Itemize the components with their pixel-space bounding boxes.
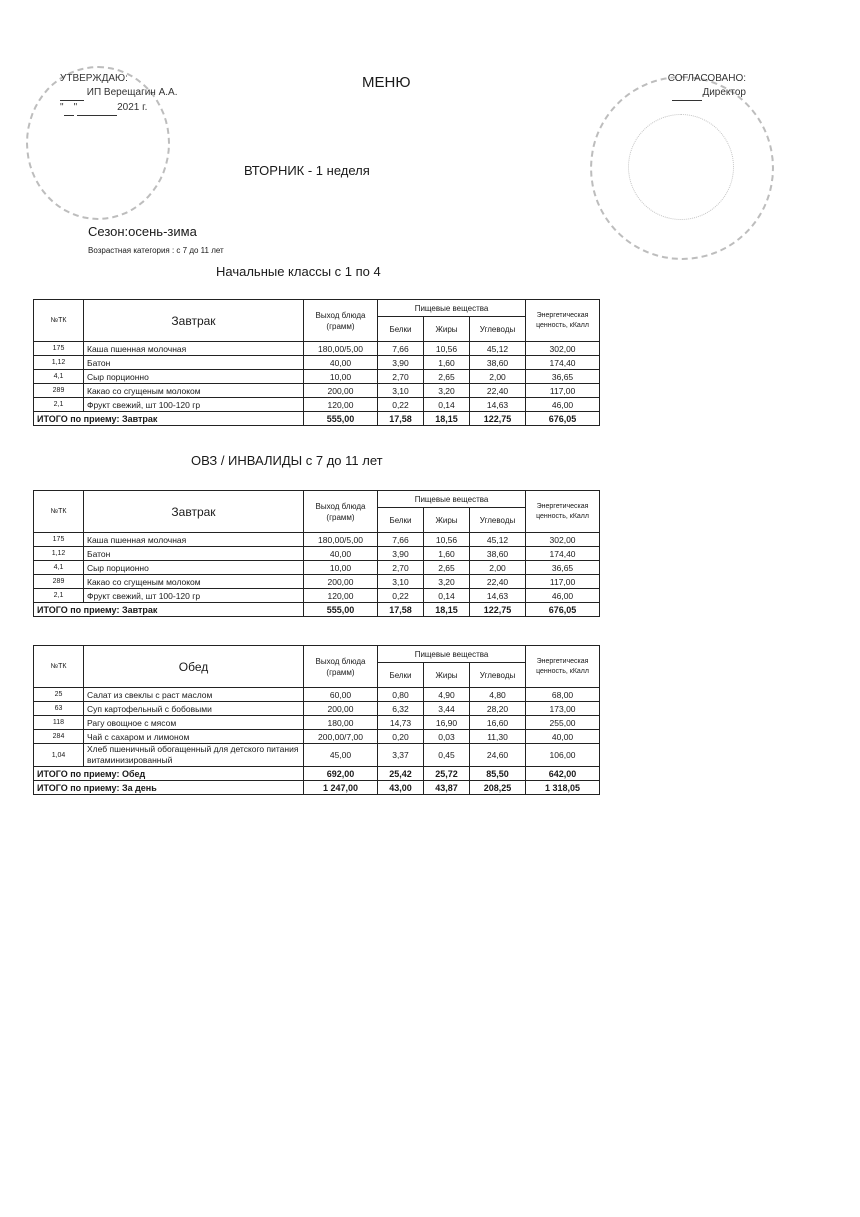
- cell-dish-name: Фрукт свежий, шт 100-120 гр: [84, 398, 304, 412]
- col-header-code: №ТК: [34, 646, 84, 688]
- cell-dish-name: Суп картофельный с бобовыми: [84, 702, 304, 716]
- day-total-row-yield: 1 247,00: [304, 781, 378, 795]
- cell-dish-name: Каша пшенная молочная: [84, 342, 304, 356]
- section2-title: ОВЗ / ИНВАЛИДЫ с 7 до 11 лет: [191, 453, 383, 468]
- cell-dish-name: Фрукт свежий, шт 100-120 гр: [84, 589, 304, 603]
- total-row-fat: 25,72: [424, 767, 470, 781]
- cell-protein: 3,90: [378, 356, 424, 370]
- day-total-row-fat: 43,87: [424, 781, 470, 795]
- cell-yield: 200,00: [304, 575, 378, 589]
- cell-protein: 0,80: [378, 688, 424, 702]
- col-header-yield: Выход блюда (грамм): [304, 300, 378, 342]
- cell-dish-name: Рагу овощное с мясом: [84, 716, 304, 730]
- col-header-fat: Жиры: [424, 317, 470, 342]
- table-row: [34, 370, 600, 384]
- cell-energy: 117,00: [526, 384, 600, 398]
- cell-yield: 10,00: [304, 561, 378, 575]
- cell-carbs: 28,20: [470, 702, 526, 716]
- cell-carbs: 45,12: [470, 342, 526, 356]
- table-row: [34, 688, 600, 702]
- day-total-row-label: ИТОГО по приему: За день: [34, 781, 304, 795]
- cell-fat: 1,60: [424, 356, 470, 370]
- total-row: [34, 412, 600, 426]
- breakfast-table-primary: [33, 299, 600, 426]
- cell-yield: 40,00: [304, 356, 378, 370]
- cell-energy: 36,65: [526, 370, 600, 384]
- cell-code: 118: [34, 716, 84, 730]
- cell-yield: 180,00: [304, 716, 378, 730]
- table-row: [34, 398, 600, 412]
- day-total-row: [34, 781, 600, 795]
- table-row: [34, 384, 600, 398]
- cell-protein: 6,32: [378, 702, 424, 716]
- cell-code: 289: [34, 575, 84, 589]
- agreed-block: [646, 72, 746, 101]
- cell-protein: 3,10: [378, 384, 424, 398]
- cell-energy: 68,00: [526, 688, 600, 702]
- cell-dish-name: Какао со сгущеным молоком: [84, 575, 304, 589]
- cell-protein: 3,37: [378, 744, 424, 767]
- cell-yield: 10,00: [304, 370, 378, 384]
- col-header-carbs: Углеводы: [470, 317, 526, 342]
- approve-block: УТВЕРЖДАЮ: ИП Верещагин А.А. " " 2021 г.: [60, 72, 178, 116]
- cell-protein: 3,90: [378, 547, 424, 561]
- col-header-nutrients: Пищевые вещества: [378, 646, 526, 663]
- total-row-fat: 18,15: [424, 603, 470, 617]
- cell-carbs: 11,30: [470, 730, 526, 744]
- col-header-fat: Жиры: [424, 508, 470, 533]
- cell-yield: 200,00/7,00: [304, 730, 378, 744]
- classes-label: Начальные классы с 1 по 4: [216, 264, 381, 279]
- breakfast-table-ovz: [33, 490, 600, 617]
- total-row-label: ИТОГО по приему: Завтрак: [34, 412, 304, 426]
- cell-energy: 46,00: [526, 589, 600, 603]
- cell-fat: 3,44: [424, 702, 470, 716]
- cell-carbs: 16,60: [470, 716, 526, 730]
- cell-code: 2,1: [34, 398, 84, 412]
- cell-dish-name: Какао со сгущеным молоком: [84, 384, 304, 398]
- cell-dish-name: Батон: [84, 547, 304, 561]
- cell-carbs: 45,12: [470, 533, 526, 547]
- cell-energy: 302,00: [526, 533, 600, 547]
- cell-code: 289: [34, 384, 84, 398]
- col-header-meal: Завтрак: [84, 300, 304, 342]
- col-header-nutrients: Пищевые вещества: [378, 300, 526, 317]
- approve-year: 2021 г.: [117, 102, 148, 113]
- total-row-carbs: 85,50: [470, 767, 526, 781]
- total-row-energy: 676,05: [526, 603, 600, 617]
- cell-yield: 40,00: [304, 547, 378, 561]
- total-row-yield: 555,00: [304, 412, 378, 426]
- cell-fat: 1,60: [424, 547, 470, 561]
- cell-energy: 40,00: [526, 730, 600, 744]
- season-label: Сезон:осень-зима: [88, 224, 197, 239]
- cell-carbs: 22,40: [470, 384, 526, 398]
- cell-energy: 174,40: [526, 356, 600, 370]
- col-header-nutrients: Пищевые вещества: [378, 491, 526, 508]
- table-row: [34, 575, 600, 589]
- cell-energy: 36,65: [526, 561, 600, 575]
- total-row-yield: 555,00: [304, 603, 378, 617]
- cell-code: 25: [34, 688, 84, 702]
- day-total-row-protein: 43,00: [378, 781, 424, 795]
- day-title: ВТОРНИК - 1 неделя: [244, 163, 370, 178]
- cell-protein: 14,73: [378, 716, 424, 730]
- cell-dish-name: Сыр порционно: [84, 561, 304, 575]
- cell-yield: 200,00: [304, 702, 378, 716]
- cell-fat: 0,14: [424, 398, 470, 412]
- table-row: [34, 716, 600, 730]
- cell-yield: 60,00: [304, 688, 378, 702]
- cell-fat: 10,56: [424, 342, 470, 356]
- stamp-right-emblem: [628, 114, 734, 220]
- col-header-protein: Белки: [378, 508, 424, 533]
- table-row: [34, 342, 600, 356]
- cell-carbs: 2,00: [470, 561, 526, 575]
- cell-protein: 3,10: [378, 575, 424, 589]
- cell-code: 1,12: [34, 547, 84, 561]
- cell-carbs: 38,60: [470, 547, 526, 561]
- agreed-label: СОГЛАСОВАНО:: [667, 73, 746, 84]
- cell-energy: 173,00: [526, 702, 600, 716]
- total-row-label: ИТОГО по приему: Завтрак: [34, 603, 304, 617]
- table-row: [34, 533, 600, 547]
- total-row-carbs: 122,75: [470, 412, 526, 426]
- cell-protein: 7,66: [378, 533, 424, 547]
- cell-fat: 16,90: [424, 716, 470, 730]
- col-header-energy: Энергетическая ценность, кКалл: [526, 300, 600, 342]
- total-row-label: ИТОГО по приему: Обед: [34, 767, 304, 781]
- cell-code: 4,1: [34, 370, 84, 384]
- day-total-row-energy: 1 318,05: [526, 781, 600, 795]
- col-header-fat: Жиры: [424, 663, 470, 688]
- table-row: [34, 589, 600, 603]
- cell-code: 1,12: [34, 356, 84, 370]
- cell-fat: 0,45: [424, 744, 470, 767]
- cell-carbs: 24,60: [470, 744, 526, 767]
- col-header-meal: Завтрак: [84, 491, 304, 533]
- cell-carbs: 4,80: [470, 688, 526, 702]
- cell-dish-name: Хлеб пшеничный обогащенный для детского питания витаминизированный: [84, 744, 304, 767]
- cell-protein: 0,22: [378, 398, 424, 412]
- cell-fat: 4,90: [424, 688, 470, 702]
- cell-dish-name: Каша пшенная молочная: [84, 533, 304, 547]
- cell-energy: 174,40: [526, 547, 600, 561]
- table-row: [34, 547, 600, 561]
- col-header-meal: Обед: [84, 646, 304, 688]
- approve-label: УТВЕРЖДАЮ:: [60, 73, 128, 84]
- cell-protein: 2,70: [378, 370, 424, 384]
- cell-code: 175: [34, 342, 84, 356]
- col-header-energy: Энергетическая ценность, кКалл: [526, 646, 600, 688]
- cell-yield: 200,00: [304, 384, 378, 398]
- cell-code: 2,1: [34, 589, 84, 603]
- total-row: [34, 603, 600, 617]
- cell-fat: 2,65: [424, 370, 470, 384]
- cell-dish-name: Батон: [84, 356, 304, 370]
- day-total-row-carbs: 208,25: [470, 781, 526, 795]
- total-row-energy: 676,05: [526, 412, 600, 426]
- table-row: [34, 356, 600, 370]
- col-header-code: №ТК: [34, 300, 84, 342]
- cell-energy: 255,00: [526, 716, 600, 730]
- cell-yield: 180,00/5,00: [304, 533, 378, 547]
- cell-dish-name: Чай с сахаром и лимоном: [84, 730, 304, 744]
- cell-code: 63: [34, 702, 84, 716]
- total-row-yield: 692,00: [304, 767, 378, 781]
- cell-energy: 117,00: [526, 575, 600, 589]
- cell-yield: 120,00: [304, 398, 378, 412]
- cell-fat: 3,20: [424, 575, 470, 589]
- cell-yield: 45,00: [304, 744, 378, 767]
- table-row: [34, 561, 600, 575]
- approve-name: ИП Верещагин А.А.: [86, 87, 178, 98]
- total-row-protein: 17,58: [378, 412, 424, 426]
- table-row: [34, 744, 600, 767]
- cell-code: 175: [34, 533, 84, 547]
- cell-fat: 2,65: [424, 561, 470, 575]
- cell-code: 284: [34, 730, 84, 744]
- cell-carbs: 14,63: [470, 398, 526, 412]
- cell-carbs: 2,00: [470, 370, 526, 384]
- col-header-carbs: Углеводы: [470, 508, 526, 533]
- cell-fat: 0,03: [424, 730, 470, 744]
- col-header-protein: Белки: [378, 317, 424, 342]
- cell-energy: 302,00: [526, 342, 600, 356]
- col-header-yield: Выход блюда (грамм): [304, 646, 378, 688]
- total-row-energy: 642,00: [526, 767, 600, 781]
- cell-fat: 0,14: [424, 589, 470, 603]
- agreed-role: Директор: [702, 87, 746, 98]
- col-header-energy: Энергетическая ценность, кКалл: [526, 491, 600, 533]
- cell-energy: 46,00: [526, 398, 600, 412]
- age-category: Возрастная категория : с 7 до 11 лет: [88, 246, 224, 255]
- cell-protein: 7,66: [378, 342, 424, 356]
- table-row: [34, 702, 600, 716]
- total-row-carbs: 122,75: [470, 603, 526, 617]
- col-header-protein: Белки: [378, 663, 424, 688]
- col-header-code: №ТК: [34, 491, 84, 533]
- total-row: [34, 767, 600, 781]
- cell-dish-name: Салат из свеклы с раст маслом: [84, 688, 304, 702]
- table-row: [34, 730, 600, 744]
- total-row-protein: 17,58: [378, 603, 424, 617]
- cell-protein: 0,22: [378, 589, 424, 603]
- cell-code: 4,1: [34, 561, 84, 575]
- cell-dish-name: Сыр порционно: [84, 370, 304, 384]
- total-row-protein: 25,42: [378, 767, 424, 781]
- cell-code: 1,04: [34, 744, 84, 767]
- cell-fat: 3,20: [424, 384, 470, 398]
- col-header-carbs: Углеводы: [470, 663, 526, 688]
- cell-carbs: 38,60: [470, 356, 526, 370]
- cell-energy: 106,00: [526, 744, 600, 767]
- col-header-yield: Выход блюда (грамм): [304, 491, 378, 533]
- cell-fat: 10,56: [424, 533, 470, 547]
- total-row-fat: 18,15: [424, 412, 470, 426]
- cell-yield: 120,00: [304, 589, 378, 603]
- page-title: МЕНЮ: [362, 74, 411, 91]
- cell-carbs: 14,63: [470, 589, 526, 603]
- cell-protein: 0,20: [378, 730, 424, 744]
- cell-carbs: 22,40: [470, 575, 526, 589]
- cell-yield: 180,00/5,00: [304, 342, 378, 356]
- cell-protein: 2,70: [378, 561, 424, 575]
- lunch-table: [33, 645, 600, 795]
